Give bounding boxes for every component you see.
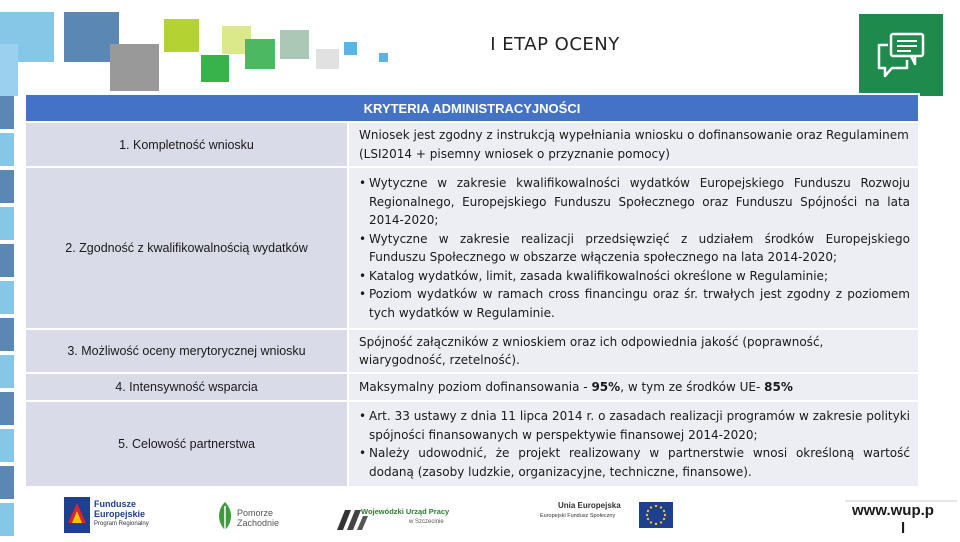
decor-square bbox=[245, 39, 275, 69]
fundusze-europejskie-logo bbox=[64, 495, 164, 535]
list-item: • Należy udowodnić, że projekt realizowany w partnerstwie wnosi określoną wartość dodaną (zasoby ludzkie, organizacyjne, techniczne, finansowe). bbox=[359, 444, 910, 481]
criterion-cell: 1. Kompletność wniosku bbox=[25, 122, 348, 167]
logo-text: Fundusze bbox=[94, 499, 136, 509]
description-cell: Spójność załączników z wnioskiem oraz ich odpowiednia jakość (poprawność, wiarygodność, rzetelność). bbox=[348, 329, 919, 373]
table-row bbox=[25, 373, 919, 401]
leaf-icon bbox=[215, 500, 235, 532]
percent-value: 95% bbox=[591, 379, 621, 394]
criterion-cell: 4. Intensywność wsparcia bbox=[25, 373, 348, 401]
table-row bbox=[25, 401, 919, 487]
table-row bbox=[25, 329, 919, 373]
left-color-stripe bbox=[0, 96, 14, 540]
percent-value: 85% bbox=[764, 379, 793, 394]
text-part: Maksymalny poziom dofinansowania - bbox=[359, 379, 592, 394]
list-item: • Wytyczne w zakresie realizacji przedsięwzięć z udziałem środków Europejskiego Funduszu Społecznego w obszarze włączenia społecznego na lata 2014-2020; bbox=[359, 230, 910, 267]
logo-text: Pomorze bbox=[237, 508, 274, 518]
unia-europejska-logo bbox=[540, 498, 675, 534]
criterion-cell: 3. Możliwość oceny merytorycznej wniosku bbox=[25, 329, 348, 373]
decor-square bbox=[280, 30, 309, 59]
list-item: • Wytyczne w zakresie kwalifikowalności wydatków Europejskiego Funduszu Rozwoju Regionalnego, Europejskiego Funduszu Społecznego oraz Funduszu Spójności na lata 2014-2020; bbox=[359, 174, 910, 230]
table-row bbox=[25, 167, 919, 329]
footer-logos bbox=[0, 490, 960, 540]
fe-star-icon bbox=[64, 497, 90, 533]
pomorze-zachodnie-logo bbox=[215, 498, 285, 534]
speech-bubbles-icon bbox=[859, 14, 943, 96]
decor-square bbox=[344, 42, 357, 55]
logo-text: Unia Europejska bbox=[558, 501, 621, 510]
wup-szczecin-logo bbox=[335, 498, 485, 534]
website-url[interactable] bbox=[845, 500, 957, 542]
table-header: KRYTERIA ADMINISTRACYJNOŚCI bbox=[25, 94, 919, 122]
page-title: I ETAP OCENY bbox=[490, 34, 620, 55]
decor-square bbox=[0, 44, 18, 96]
criteria-table bbox=[24, 93, 920, 488]
logo-text: Zachodnie bbox=[237, 518, 280, 528]
logo-text: Europejskie bbox=[94, 509, 146, 519]
decor-square bbox=[379, 53, 388, 62]
website-text-continued: l bbox=[901, 520, 906, 537]
text-part: , w tym ze środków UE- bbox=[620, 379, 765, 394]
table-row bbox=[25, 122, 919, 167]
criterion-cell: 5. Celowość partnerstwa bbox=[25, 401, 348, 487]
website-text: www.wup.p bbox=[852, 502, 934, 519]
logo-text: Europejski Fundusz Społeczny bbox=[540, 513, 616, 519]
logo-text: w Szczecinie bbox=[409, 519, 444, 525]
description-cell bbox=[348, 373, 919, 401]
logo-text: Wojewódzki Urząd Pracy bbox=[361, 507, 450, 516]
decor-square bbox=[164, 19, 199, 52]
eu-flag-icon bbox=[639, 502, 673, 528]
criterion-cell: 2. Zgodność z kwalifikowalnością wydatków bbox=[25, 167, 348, 329]
description-cell: Wniosek jest zgodny z instrukcją wypełniania wniosku o dofinansowanie oraz Regulaminem (LSI2014 + pisemny wniosek o przyznanie pomocy) bbox=[348, 122, 919, 167]
decor-square bbox=[316, 49, 339, 69]
description-cell bbox=[348, 401, 919, 487]
list-item: • Poziom wydatków w ramach cross financingu oraz śr. trwałych jest zgodny z poziomem tych wydatków w Regulaminie. bbox=[359, 285, 910, 322]
decor-square bbox=[201, 55, 229, 82]
decor-square bbox=[110, 44, 159, 91]
top-right-badge bbox=[859, 14, 943, 96]
list-item: • Katalog wydatków, limit, zasada kwalifikowalności określone w Regulaminie; bbox=[359, 267, 910, 286]
description-cell bbox=[348, 167, 919, 329]
list-item: • Art. 33 ustawy z dnia 11 lipca 2014 r. o zasadach realizacji programów w zakresie polityki spójności finansowanych w perspektywie finansowej 2014-2020; bbox=[359, 407, 910, 444]
logo-text: Program Regionalny bbox=[94, 521, 149, 527]
